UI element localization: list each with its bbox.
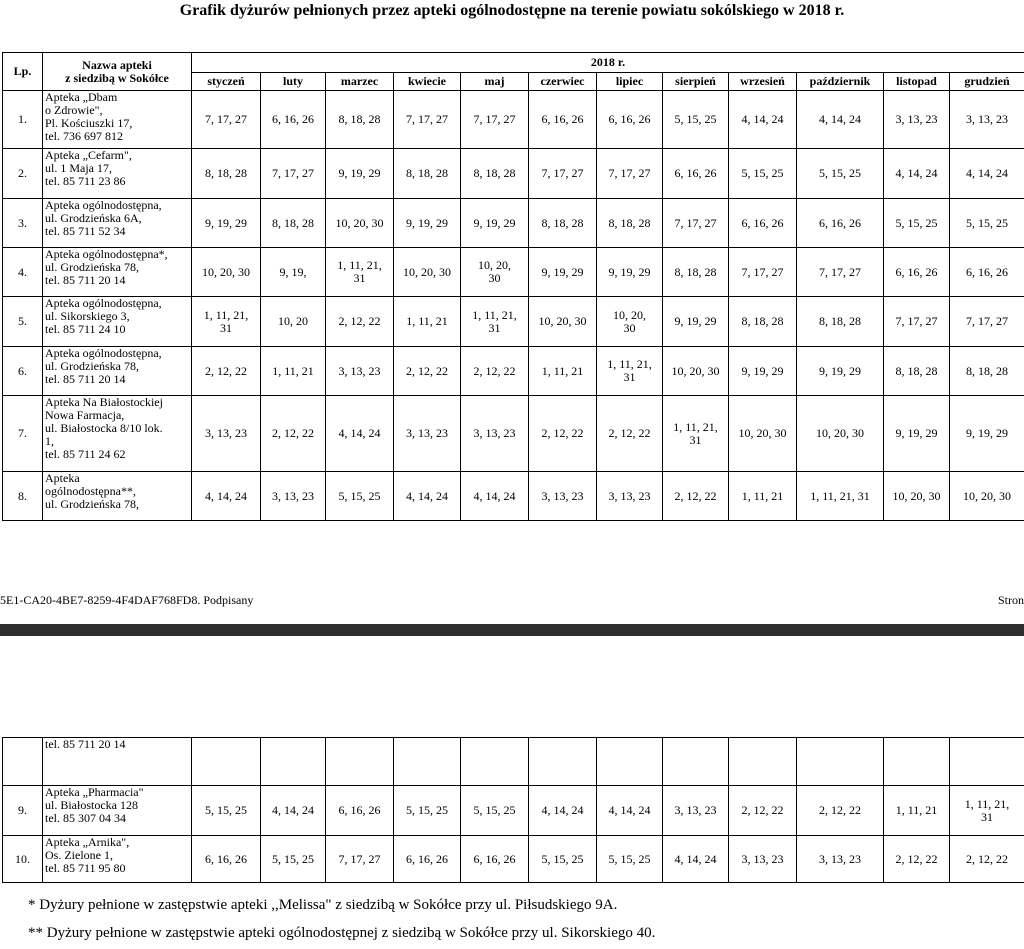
row-number: 3. <box>3 199 43 248</box>
duty-days-cell: 3, 13, 23 <box>326 347 394 396</box>
duty-days-cell: 4, 14, 24 <box>663 836 729 883</box>
duty-days-cell: 5, 15, 25 <box>597 836 663 883</box>
duty-days-cell: 2, 12, 22 <box>729 786 797 836</box>
duty-days-cell: 10, 20, 30 <box>797 396 884 472</box>
duty-days-cell: 6, 16, 26 <box>729 199 797 248</box>
duty-days-cell: 9, 19, <box>261 248 326 297</box>
duty-days-cell: 8, 18, 28 <box>597 199 663 248</box>
pharmacy-name: Apteka „Dbam o Zdrowie", Pl. Kościuszki 17, tel. 736 697 812 <box>43 91 192 149</box>
table-row <box>3 91 1024 149</box>
duty-days-cell: 2, 12, 22 <box>461 347 529 396</box>
row-number: 1. <box>3 91 43 149</box>
duty-days-cell: 4, 14, 24 <box>461 472 529 521</box>
duty-days-cell: 4, 14, 24 <box>950 149 1024 199</box>
duty-days-cell: 2, 12, 22 <box>797 786 884 836</box>
duty-days-cell: 6, 16, 26 <box>261 91 326 149</box>
table-row <box>3 347 1024 396</box>
duty-days-cell: 1, 11, 21, 31 <box>192 297 261 347</box>
duty-days-cell: 7, 17, 27 <box>261 149 326 199</box>
duty-days-cell: 7, 17, 27 <box>529 149 597 199</box>
duty-days-cell: 3, 13, 23 <box>261 472 326 521</box>
duty-days-cell: 9, 19, 29 <box>529 248 597 297</box>
duty-days-cell: 1, 11, 21, 31 <box>797 472 884 521</box>
header-name: Nazwa apteki z siedzibą w Sokółce <box>43 53 192 91</box>
document-title: Grafik dyżurów pełnionych przez apteki ogólnodostępne na terenie powiatu sokólskiego w 2018 r. <box>179 2 845 19</box>
duty-days-cell: 1, 11, 21 <box>261 347 326 396</box>
header-month: marzec <box>326 73 394 91</box>
duty-days-cell: 10, 20, 30 <box>597 297 663 347</box>
header-month: sierpień <box>663 73 729 91</box>
duty-days-cell: 4, 14, 24 <box>597 786 663 836</box>
duty-days-cell: 3, 13, 23 <box>192 396 261 472</box>
duty-days-cell: 8, 18, 28 <box>729 297 797 347</box>
row-number: 2. <box>3 149 43 199</box>
duty-days-cell: 5, 15, 25 <box>529 836 597 883</box>
duty-days-cell: 1, 11, 21 <box>884 786 950 836</box>
duty-days-cell: 6, 16, 26 <box>394 836 461 883</box>
duty-days-cell: 9, 19, 29 <box>797 347 884 396</box>
duty-schedule-table <box>2 52 1024 521</box>
header-year: 2018 r. <box>192 53 1024 73</box>
duty-days-cell: 2, 12, 22 <box>261 396 326 472</box>
duty-days-cell: 10, 20, 30 <box>192 248 261 297</box>
duty-days-cell <box>394 738 461 786</box>
duty-days-cell: 3, 13, 23 <box>797 836 884 883</box>
duty-days-cell: 7, 17, 27 <box>192 91 261 149</box>
duty-days-cell: 4, 14, 24 <box>261 786 326 836</box>
row-number: 8. <box>3 472 43 521</box>
header-month: październik <box>797 73 884 91</box>
duty-days-cell: 7, 17, 27 <box>326 836 394 883</box>
duty-days-cell: 6, 16, 26 <box>663 149 729 199</box>
table-row <box>3 396 1024 472</box>
duty-days-cell: 6, 16, 26 <box>797 199 884 248</box>
footnote-2: ** Dyżury pełnione w zastępstwie apteki ogólnodostępnej z siedzibą w Sokółce przy ul. Sikorskiego 40. <box>28 925 656 941</box>
row-number: 6. <box>3 347 43 396</box>
duty-days-cell: 9, 19, 29 <box>192 199 261 248</box>
row-number: 10. <box>3 836 43 883</box>
duty-days-cell: 2, 12, 22 <box>884 836 950 883</box>
duty-days-cell: 2, 12, 22 <box>394 347 461 396</box>
pharmacy-name: Apteka ogólnodostępna, ul. Grodzieńska 6A, tel. 85 711 52 34 <box>43 199 192 248</box>
duty-days-cell: 8, 18, 28 <box>261 199 326 248</box>
duty-days-cell: 8, 18, 28 <box>394 149 461 199</box>
duty-days-cell: 4, 14, 24 <box>529 786 597 836</box>
pharmacy-name: Apteka „Arnika", Os. Zielone 1, tel. 85 711 95 80 <box>43 836 192 883</box>
duty-days-cell <box>950 738 1024 786</box>
duty-days-cell: 8, 18, 28 <box>797 297 884 347</box>
duty-days-cell: 5, 15, 25 <box>326 472 394 521</box>
duty-days-cell: 2, 12, 22 <box>529 396 597 472</box>
duty-days-cell <box>884 738 950 786</box>
header-month: luty <box>261 73 326 91</box>
header-month: grudzień <box>950 73 1024 91</box>
table-row <box>3 472 1024 521</box>
row-number: 9. <box>3 786 43 836</box>
duty-days-cell: 6, 16, 26 <box>529 91 597 149</box>
duty-days-cell <box>261 738 326 786</box>
duty-days-cell <box>192 738 261 786</box>
header-month: czerwiec <box>529 73 597 91</box>
duty-days-cell: 6, 16, 26 <box>326 786 394 836</box>
duty-days-cell: 1, 11, 21, 31 <box>326 248 394 297</box>
duty-days-cell <box>326 738 394 786</box>
header-month: listopad <box>884 73 950 91</box>
duty-days-cell: 10, 20, 30 <box>461 248 529 297</box>
duty-days-cell: 5, 15, 25 <box>192 786 261 836</box>
duty-days-cell: 9, 19, 29 <box>950 396 1024 472</box>
duty-days-cell: 10, 20, 30 <box>529 297 597 347</box>
header-month: kwiecie <box>394 73 461 91</box>
duty-days-cell: 5, 15, 25 <box>663 91 729 149</box>
duty-days-cell: 8, 18, 28 <box>192 149 261 199</box>
duty-days-cell: 5, 15, 25 <box>729 149 797 199</box>
duty-days-cell: 9, 19, 29 <box>663 297 729 347</box>
header-month: wrzesień <box>729 73 797 91</box>
duty-days-cell: 5, 15, 25 <box>394 786 461 836</box>
table-row <box>3 786 1024 836</box>
duty-days-cell: 7, 17, 27 <box>663 199 729 248</box>
duty-days-cell: 7, 17, 27 <box>461 91 529 149</box>
duty-days-cell: 4, 14, 24 <box>797 91 884 149</box>
duty-days-cell: 2, 12, 22 <box>326 297 394 347</box>
duty-days-cell: 7, 17, 27 <box>729 248 797 297</box>
duty-days-cell: 8, 18, 28 <box>529 199 597 248</box>
duty-days-cell: 10, 20, 30 <box>884 472 950 521</box>
duty-schedule-table-continued <box>2 737 1024 883</box>
duty-days-cell: 9, 19, 29 <box>394 199 461 248</box>
duty-days-cell: 6, 16, 26 <box>884 248 950 297</box>
duty-days-cell: 7, 17, 27 <box>950 297 1024 347</box>
duty-days-cell: 8, 18, 28 <box>884 347 950 396</box>
table-row <box>3 248 1024 297</box>
duty-days-cell: 2, 12, 22 <box>950 836 1024 883</box>
duty-days-cell: 1, 11, 21 <box>394 297 461 347</box>
table-row <box>3 199 1024 248</box>
duty-days-cell <box>663 738 729 786</box>
signature-footer: 5E1-CA20-4BE7-8259-4F4DAF768FD8. Podpisany <box>0 593 254 607</box>
duty-days-cell: 5, 15, 25 <box>950 199 1024 248</box>
table-row <box>3 297 1024 347</box>
pharmacy-name: Apteka ogólnodostępna*, ul. Grodzieńska 78, tel. 85 711 20 14 <box>43 248 192 297</box>
duty-days-cell: 4, 14, 24 <box>394 472 461 521</box>
pharmacy-name: Apteka „Cefarm", ul. 1 Maja 17, tel. 85 711 23 86 <box>43 149 192 199</box>
duty-days-cell: 6, 16, 26 <box>461 836 529 883</box>
row-number: 4. <box>3 248 43 297</box>
duty-days-cell: 6, 16, 26 <box>192 836 261 883</box>
duty-days-cell: 1, 11, 21, 31 <box>663 396 729 472</box>
duty-days-cell: 2, 12, 22 <box>192 347 261 396</box>
duty-days-cell: 3, 13, 23 <box>597 472 663 521</box>
duty-days-cell: 10, 20 <box>261 297 326 347</box>
duty-days-cell <box>461 738 529 786</box>
duty-days-cell: 3, 13, 23 <box>729 836 797 883</box>
duty-days-cell: 4, 14, 24 <box>884 149 950 199</box>
pharmacy-name: tel. 85 711 20 14 <box>43 738 192 786</box>
duty-days-cell: 10, 20, 30 <box>394 248 461 297</box>
duty-days-cell: 9, 19, 29 <box>884 396 950 472</box>
pharmacy-name: Apteka „Pharmacia" ul. Białostocka 128 tel. 85 307 04 34 <box>43 786 192 836</box>
table-row <box>3 738 1024 786</box>
duty-days-cell: 1, 11, 21 <box>529 347 597 396</box>
duty-days-cell: 7, 17, 27 <box>394 91 461 149</box>
duty-days-cell: 3, 13, 23 <box>394 396 461 472</box>
duty-days-cell <box>729 738 797 786</box>
duty-days-cell: 3, 13, 23 <box>884 91 950 149</box>
header-month: lipiec <box>597 73 663 91</box>
duty-days-cell: 7, 17, 27 <box>884 297 950 347</box>
table-row <box>3 836 1024 883</box>
duty-days-cell: 5, 15, 25 <box>797 149 884 199</box>
duty-days-cell: 8, 18, 28 <box>663 248 729 297</box>
duty-days-cell: 4, 14, 24 <box>326 396 394 472</box>
duty-days-cell: 4, 14, 24 <box>729 91 797 149</box>
duty-days-cell: 7, 17, 27 <box>597 149 663 199</box>
duty-days-cell: 8, 18, 28 <box>461 149 529 199</box>
duty-days-cell <box>797 738 884 786</box>
row-number: 7. <box>3 396 43 472</box>
duty-days-cell: 2, 12, 22 <box>663 472 729 521</box>
duty-days-cell: 7, 17, 27 <box>797 248 884 297</box>
pharmacy-name: Apteka Na Białostockiej Nowa Farmacja, ul. Białostocka 8/10 lok. 1, tel. 85 711 24 62 <box>43 396 192 472</box>
duty-days-cell: 10, 20, 30 <box>326 199 394 248</box>
duty-days-cell: 10, 20, 30 <box>729 396 797 472</box>
duty-days-cell <box>529 738 597 786</box>
header-lp: Lp. <box>3 53 43 91</box>
row-number <box>3 738 43 786</box>
duty-days-cell: 6, 16, 26 <box>950 248 1024 297</box>
duty-days-cell: 1, 11, 21, 31 <box>461 297 529 347</box>
duty-days-cell: 3, 13, 23 <box>461 396 529 472</box>
duty-days-cell: 2, 12, 22 <box>597 396 663 472</box>
duty-days-cell: 8, 18, 28 <box>326 91 394 149</box>
duty-days-cell: 5, 15, 25 <box>884 199 950 248</box>
page-divider <box>0 624 1024 636</box>
pharmacy-name: Apteka ogólnodostępna, ul. Sikorskiego 3, tel. 85 711 24 10 <box>43 297 192 347</box>
duty-days-cell: 9, 19, 29 <box>729 347 797 396</box>
duty-days-cell: 4, 14, 24 <box>192 472 261 521</box>
page-footer: Stron <box>997 593 1024 607</box>
pharmacy-name: Apteka ogólnodostępna**, ul. Grodzieńska 78, <box>43 472 192 521</box>
footnote-1: * Dyżury pełnione w zastępstwie apteki ,,Melissa" z siedzibą w Sokółce przy ul. Piłsudskiego 9A. <box>28 897 618 913</box>
row-number: 5. <box>3 297 43 347</box>
duty-days-cell: 8, 18, 28 <box>950 347 1024 396</box>
duty-days-cell: 3, 13, 23 <box>663 786 729 836</box>
duty-days-cell: 9, 19, 29 <box>326 149 394 199</box>
pharmacy-name: Apteka ogólnodostępna, ul. Grodzieńska 78, tel. 85 711 20 14 <box>43 347 192 396</box>
duty-days-cell <box>597 738 663 786</box>
duty-days-cell: 9, 19, 29 <box>461 199 529 248</box>
duty-days-cell: 1, 11, 21 <box>729 472 797 521</box>
duty-days-cell: 5, 15, 25 <box>461 786 529 836</box>
header-month: maj <box>461 73 529 91</box>
duty-days-cell: 3, 13, 23 <box>529 472 597 521</box>
duty-days-cell: 6, 16, 26 <box>597 91 663 149</box>
duty-days-cell: 1, 11, 21, 31 <box>597 347 663 396</box>
duty-days-cell: 9, 19, 29 <box>597 248 663 297</box>
header-month: styczeń <box>192 73 261 91</box>
duty-days-cell: 5, 15, 25 <box>261 836 326 883</box>
duty-days-cell: 3, 13, 23 <box>950 91 1024 149</box>
duty-days-cell: 1, 11, 21, 31 <box>950 786 1024 836</box>
duty-days-cell: 10, 20, 30 <box>950 472 1024 521</box>
duty-days-cell: 10, 20, 30 <box>663 347 729 396</box>
table-row <box>3 149 1024 199</box>
